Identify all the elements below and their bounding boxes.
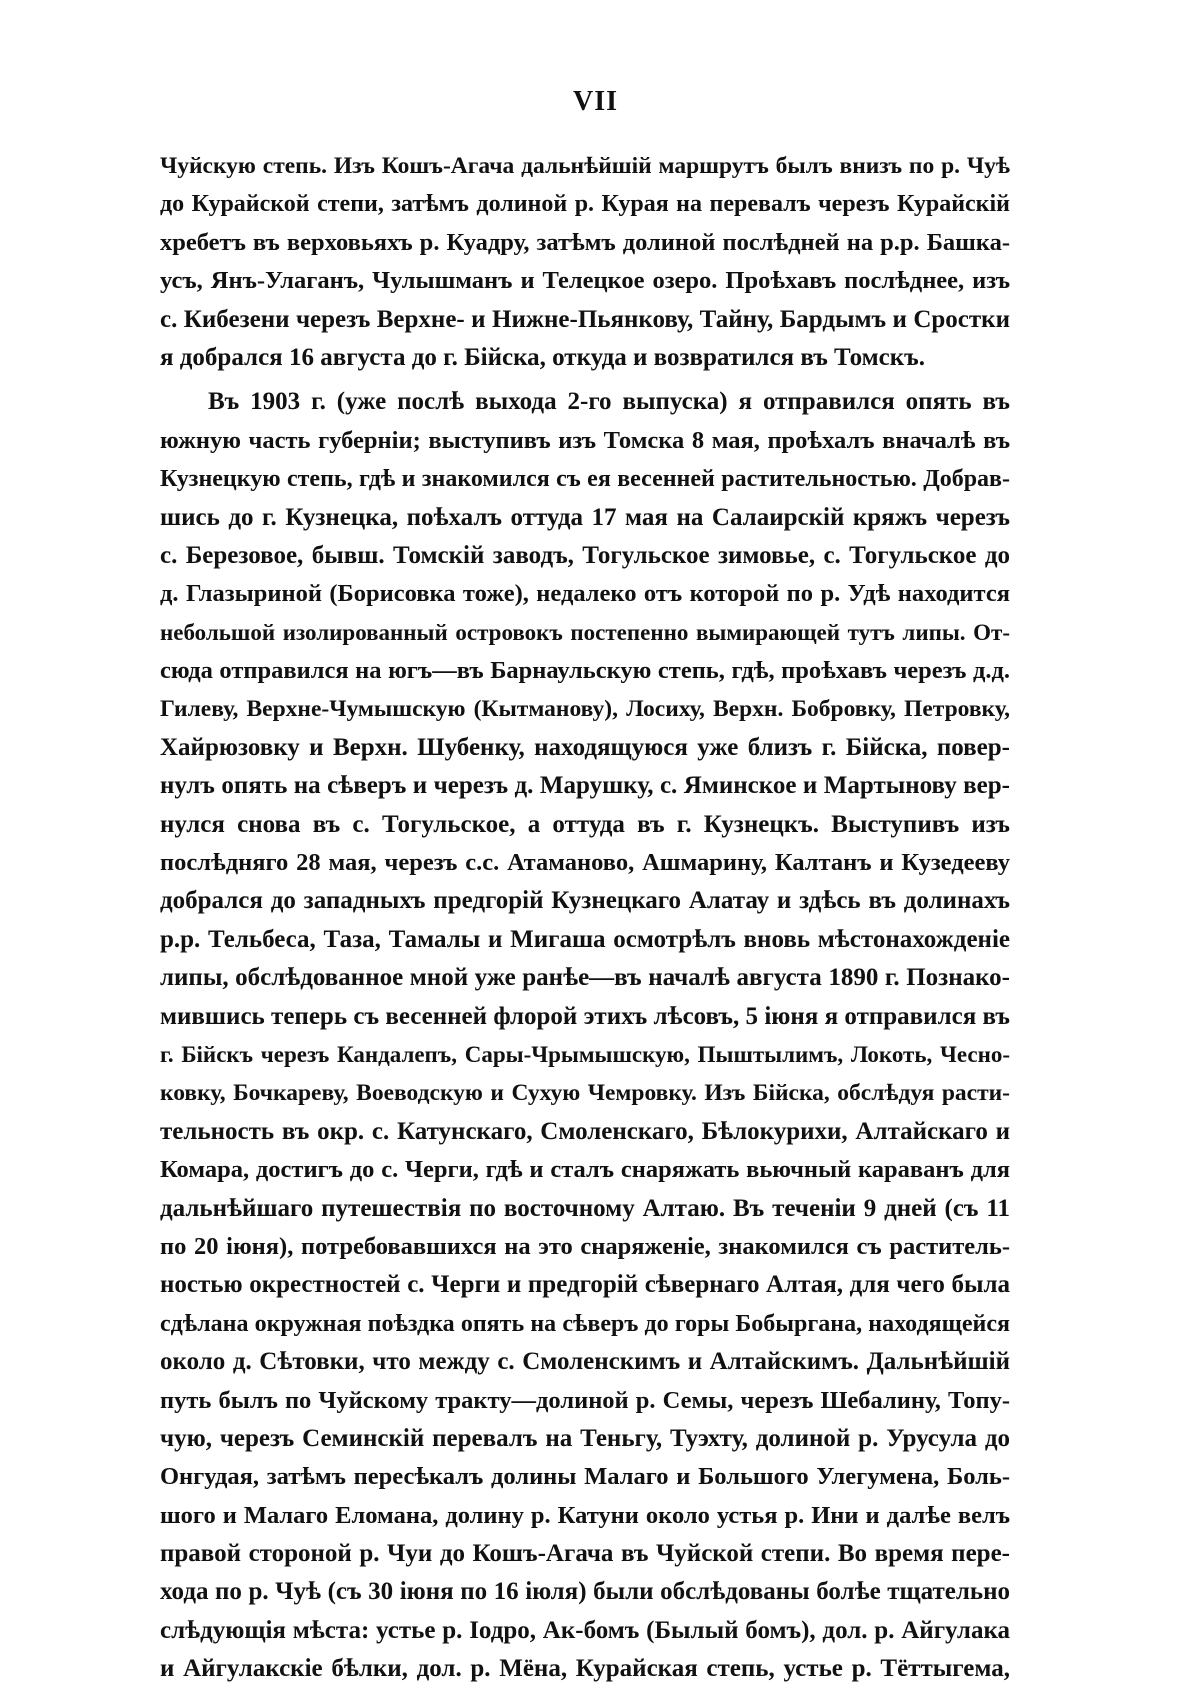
- text-line: Комара, достигъ до с. Черги, гдѣ и сталъ снаряжать вьючный караванъ для: [160, 1156, 1010, 1184]
- text-line: г. Бійскъ черезъ Кандалепъ, Сары-Чрымышскую, Пыштылимъ, Локоть, Чесно-: [160, 1041, 1010, 1067]
- text-line: с. Кибезени черезъ Верхне- и Нижне-Пьянкову, Тайну, Бардымъ и Сростки: [160, 305, 1010, 333]
- text-line: шись до г. Кузнецка, поѣхалъ оттуда 17 мая на Салаирскій кряжъ черезъ: [160, 503, 1010, 531]
- text-line: добрался до западныхъ предгорій Кузнецкаго Алатау и здѣсь въ долинахъ: [160, 887, 1010, 915]
- text-line: сдѣлана окружная поѣздка опять на сѣверъ до горы Бобыргана, находящейся: [160, 1310, 1010, 1337]
- text-line: сюда отправился на югъ—въ Барнаульскую степь, гдѣ, проѣхавъ черезъ д.д.: [160, 657, 1010, 685]
- text-line: послѣдняго 28 мая, черезъ с.с. Атаманово, Ашмарину, Калтанъ и Кузедееву: [160, 849, 1010, 877]
- text-line: ковку, Бочкареву, Воеводскую и Сухую Чемровку. Изъ Бійска, обслѣдуя расти-: [160, 1080, 1010, 1107]
- text-line: липы, обслѣдованное мной уже ранѣе—въ началѣ августа 1890 г. Познако-: [160, 964, 1010, 992]
- text-line: правой стороной р. Чуи до Кошъ-Агача въ Чуйской степи. Во время пере-: [160, 1540, 1010, 1568]
- text-line: слѣдующія мѣста: устье р. Іодро, Ак-бомъ (Былый бомъ), дол. р. Айгулака: [160, 1616, 1010, 1644]
- text-line: Хайрюзовку и Верхн. Шубенку, находящуюся уже близъ г. Бійска, повер-: [160, 733, 1010, 761]
- text-line: ностью окрестностей с. Черги и предгорій сѣвернаго Алтая, для чего была: [160, 1271, 1010, 1299]
- paragraph-1: [160, 147, 1010, 377]
- text-line: я добрался 16 августа до г. Бійска, откуда и возвратился въ Томскъ.: [160, 343, 925, 371]
- text-line: Кузнецкую степь, гдѣ и знакомился съ ея весенней растительностью. Добрав-: [160, 466, 1010, 493]
- text-line: Въ 1903 г. (уже послѣ выхода 2-го выпуска) я отправился опять въ: [208, 388, 1010, 416]
- text-line: тельность въ окр. с. Катунскаго, Смоленскаго, Бѣлокурихи, Алтайскаго и: [160, 1117, 1010, 1145]
- text-line: нулся снова въ с. Тогульское, а оттуда въ г. Кузнецкъ. Выступивъ изъ: [160, 810, 1010, 838]
- text-line: хода по р. Чуѣ (съ 30 іюня по 16 іюля) были обслѣдованы болѣе тщательно: [160, 1578, 1010, 1606]
- text-line: чую, черезъ Семинскій перевалъ на Теньгу, Туэхту, долиной р. Урусула до: [160, 1424, 1010, 1452]
- text-line: Чуйскую степь. Изъ Кошъ-Агача дальнѣйшій маршрутъ былъ внизъ по р. Чуѣ: [160, 153, 1010, 179]
- text-line: усъ, Янъ-Улаганъ, Чулышманъ и Телецкое озеро. Проѣхавъ послѣднее, изъ: [160, 267, 1010, 295]
- page-number: VII: [572, 86, 618, 117]
- text-line: хребетъ въ верховьяхъ р. Куадру, затѣмъ долиной послѣдней на р.р. Башка-: [160, 228, 1010, 256]
- text-line: с. Березовое, бывш. Томскій заводъ, Тогульское зимовье, с. Тогульское до: [160, 541, 1010, 569]
- body-text: [160, 147, 1010, 1689]
- text-line: около д. Сѣтовки, что между с. Смоленскимъ и Алтайскимъ. Дальнѣйшій: [160, 1348, 1010, 1376]
- text-line: нулъ опять на сѣверъ и черезъ д. Марушку, с. Яминское и Мартынову вер-: [160, 772, 1010, 800]
- text-line: до Курайской степи, затѣмъ долиной р. Курая на перевалъ черезъ Курайскій: [160, 191, 1010, 218]
- text-line: путь былъ по Чуйскому тракту—долиной р. Семы, черезъ Шебалину, Топу-: [160, 1386, 1010, 1414]
- paragraph-2: [160, 383, 1010, 1688]
- text-line: небольшой изолированный островокъ постепенно вымирающей тутъ липы. От-: [160, 619, 1010, 645]
- text-line: и Айгулакскіе бѣлки, дол. р. Мёна, Курайская степь, устье р. Тёттыгема,: [160, 1655, 1010, 1683]
- text-line: шого и Малаго Еломана, долину р. Катуни около устья р. Ини и далѣе велъ: [160, 1501, 1010, 1529]
- text-line: южную часть губерніи; выступивъ изъ Томска 8 мая, проѣхалъ вначалѣ въ: [160, 426, 1010, 454]
- text-line: Онгудая, затѣмъ пересѣкалъ долины Малаго и Большого Улегумена, Боль-: [160, 1463, 1010, 1491]
- text-line: Гилеву, Верхне-Чумышскую (Кытманову), Лосиху, Верхн. Бобровку, Петровку,: [160, 696, 1010, 723]
- text-line: дальнѣйшаго путешествія по восточному Алтаю. Въ теченіи 9 дней (съ 11: [160, 1194, 1010, 1222]
- text-line: мившись теперь съ весенней флорой этихъ лѣсовъ, 5 іюня я отправился въ: [160, 1002, 1010, 1030]
- text-line: д. Глазыриной (Борисовка тоже), недалеко отъ которой по р. Удѣ находится: [160, 580, 1010, 608]
- text-line: р.р. Тельбеса, Таза, Тамалы и Мигаша осмотрѣлъ вновь мѣстонахожденіе: [160, 925, 1010, 953]
- text-line: по 20 іюня), потребовавшихся на это снаряженіе, знакомился съ раститель-: [160, 1232, 1010, 1260]
